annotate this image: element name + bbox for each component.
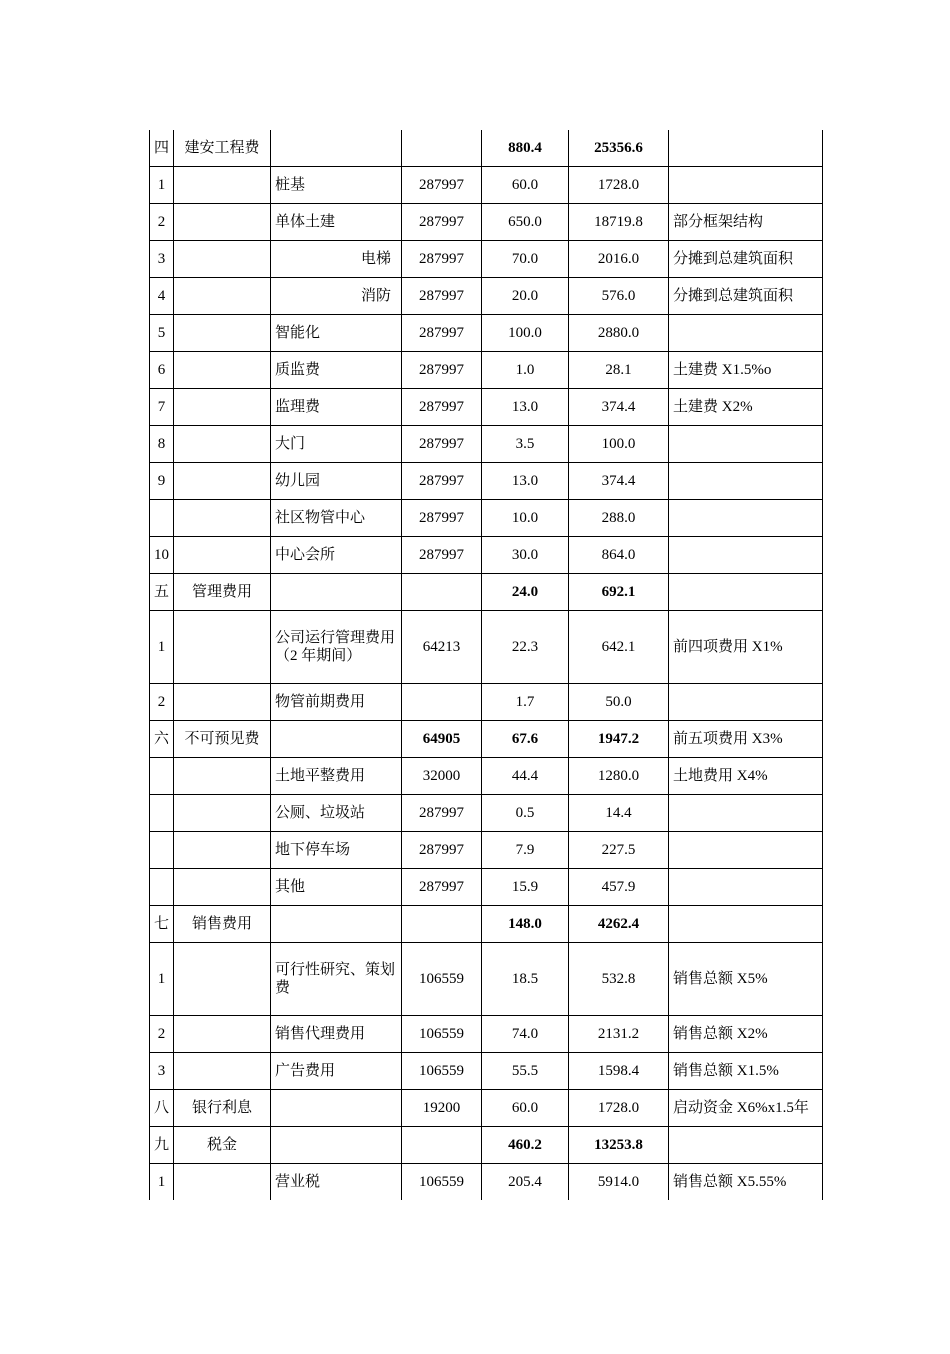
cell-total: 576.0 <box>569 278 669 315</box>
cell-total: 1728.0 <box>569 1090 669 1127</box>
cell-number <box>150 795 174 832</box>
cell-number: 1 <box>150 167 174 204</box>
cell-number: 五 <box>150 574 174 611</box>
cell-unit-cost: 880.4 <box>482 130 569 167</box>
cell-category <box>174 241 271 278</box>
cell-area: 106559 <box>402 943 482 1016</box>
cell-item: 智能化 <box>271 315 402 352</box>
table-row <box>150 869 823 906</box>
cell-item: 公司运行管理费用（2 年期间） <box>271 611 402 684</box>
cell-number: 4 <box>150 278 174 315</box>
table-row <box>150 426 823 463</box>
table-row <box>150 1053 823 1090</box>
cell-total: 25356.6 <box>569 130 669 167</box>
cell-category <box>174 352 271 389</box>
table-row <box>150 906 823 943</box>
cell-item: 地下停车场 <box>271 832 402 869</box>
cell-item: 营业税 <box>271 1164 402 1201</box>
cell-unit-cost: 20.0 <box>482 278 569 315</box>
cell-total: 50.0 <box>569 684 669 721</box>
table-row <box>150 537 823 574</box>
cell-category <box>174 1053 271 1090</box>
cell-number: 9 <box>150 463 174 500</box>
table-row <box>150 1127 823 1164</box>
cell-unit-cost: 74.0 <box>482 1016 569 1053</box>
cell-area: 287997 <box>402 832 482 869</box>
cell-area <box>402 574 482 611</box>
cell-number: 1 <box>150 943 174 1016</box>
cell-note: 销售总额 X1.5% <box>669 1053 823 1090</box>
cell-area: 287997 <box>402 537 482 574</box>
cell-item: 其他 <box>271 869 402 906</box>
cell-total: 2016.0 <box>569 241 669 278</box>
cell-note: 前五项费用 X3% <box>669 721 823 758</box>
table-row <box>150 574 823 611</box>
table-row <box>150 500 823 537</box>
cell-unit-cost: 24.0 <box>482 574 569 611</box>
cell-number: 1 <box>150 611 174 684</box>
cell-note: 分摊到总建筑面积 <box>669 241 823 278</box>
table-row <box>150 389 823 426</box>
cell-item: 物管前期费用 <box>271 684 402 721</box>
cell-note <box>669 795 823 832</box>
cell-note <box>669 463 823 500</box>
cell-total: 374.4 <box>569 463 669 500</box>
cell-area: 64905 <box>402 721 482 758</box>
table-row <box>150 795 823 832</box>
cell-total: 2131.2 <box>569 1016 669 1053</box>
cell-area <box>402 1127 482 1164</box>
cell-unit-cost: 22.3 <box>482 611 569 684</box>
cell-total: 1947.2 <box>569 721 669 758</box>
cell-category: 销售费用 <box>174 906 271 943</box>
cell-note <box>669 906 823 943</box>
table-row <box>150 352 823 389</box>
cost-estimate-table <box>149 130 823 1200</box>
cell-unit-cost: 67.6 <box>482 721 569 758</box>
cell-category <box>174 204 271 241</box>
cell-note <box>669 167 823 204</box>
cell-number: 六 <box>150 721 174 758</box>
cell-unit-cost: 13.0 <box>482 389 569 426</box>
cell-area: 19200 <box>402 1090 482 1127</box>
table-row <box>150 463 823 500</box>
cell-note <box>669 130 823 167</box>
cell-note: 部分框架结构 <box>669 204 823 241</box>
cell-item: 公厕、垃圾站 <box>271 795 402 832</box>
cell-area: 64213 <box>402 611 482 684</box>
cell-area: 287997 <box>402 167 482 204</box>
cell-total: 374.4 <box>569 389 669 426</box>
cell-item: 土地平整费用 <box>271 758 402 795</box>
cell-unit-cost: 148.0 <box>482 906 569 943</box>
cell-category <box>174 758 271 795</box>
cell-total: 1598.4 <box>569 1053 669 1090</box>
cell-category: 不可预见费 <box>174 721 271 758</box>
cell-unit-cost: 60.0 <box>482 167 569 204</box>
cell-unit-cost: 0.5 <box>482 795 569 832</box>
cell-note: 销售总额 X5.55% <box>669 1164 823 1201</box>
cell-note <box>669 1127 823 1164</box>
cell-number: 2 <box>150 684 174 721</box>
cell-item <box>271 906 402 943</box>
cell-area: 32000 <box>402 758 482 795</box>
cell-unit-cost: 70.0 <box>482 241 569 278</box>
table-row <box>150 832 823 869</box>
cell-number: 七 <box>150 906 174 943</box>
cell-number <box>150 869 174 906</box>
cell-category: 税金 <box>174 1127 271 1164</box>
cell-note <box>669 426 823 463</box>
cell-area: 287997 <box>402 795 482 832</box>
cell-total: 100.0 <box>569 426 669 463</box>
cell-item: 监理费 <box>271 389 402 426</box>
cell-item <box>271 1090 402 1127</box>
cell-area <box>402 130 482 167</box>
cell-unit-cost: 18.5 <box>482 943 569 1016</box>
cell-unit-cost: 3.5 <box>482 426 569 463</box>
cell-total: 5914.0 <box>569 1164 669 1201</box>
cell-total: 2880.0 <box>569 315 669 352</box>
cell-item: 大门 <box>271 426 402 463</box>
cell-note <box>669 500 823 537</box>
cell-total: 18719.8 <box>569 204 669 241</box>
cell-total: 1728.0 <box>569 167 669 204</box>
cell-area: 287997 <box>402 500 482 537</box>
cell-area: 287997 <box>402 869 482 906</box>
cell-total: 532.8 <box>569 943 669 1016</box>
cell-total: 642.1 <box>569 611 669 684</box>
cell-number <box>150 500 174 537</box>
cell-item: 幼儿园 <box>271 463 402 500</box>
cell-item: 桩基 <box>271 167 402 204</box>
cell-area <box>402 906 482 943</box>
cell-item <box>271 130 402 167</box>
cell-item: 质监费 <box>271 352 402 389</box>
cell-category: 管理费用 <box>174 574 271 611</box>
cell-area: 287997 <box>402 241 482 278</box>
cell-total: 28.1 <box>569 352 669 389</box>
table-row <box>150 204 823 241</box>
cell-total: 4262.4 <box>569 906 669 943</box>
cell-total: 457.9 <box>569 869 669 906</box>
cell-category <box>174 795 271 832</box>
cell-unit-cost: 30.0 <box>482 537 569 574</box>
cell-item: 电梯 <box>271 241 402 278</box>
cell-number: 八 <box>150 1090 174 1127</box>
cell-unit-cost: 44.4 <box>482 758 569 795</box>
cell-area <box>402 684 482 721</box>
cell-number: 10 <box>150 537 174 574</box>
cell-number: 6 <box>150 352 174 389</box>
cell-unit-cost: 55.5 <box>482 1053 569 1090</box>
cell-note: 土建费 X2% <box>669 389 823 426</box>
cell-area: 287997 <box>402 278 482 315</box>
cell-note: 销售总额 X2% <box>669 1016 823 1053</box>
cell-unit-cost: 10.0 <box>482 500 569 537</box>
cell-number: 1 <box>150 1164 174 1201</box>
cell-item: 中心会所 <box>271 537 402 574</box>
cell-category <box>174 1016 271 1053</box>
cell-note <box>669 315 823 352</box>
cell-unit-cost: 650.0 <box>482 204 569 241</box>
cell-area: 287997 <box>402 389 482 426</box>
table-row <box>150 1090 823 1127</box>
cell-unit-cost: 15.9 <box>482 869 569 906</box>
cell-unit-cost: 100.0 <box>482 315 569 352</box>
cell-note <box>669 869 823 906</box>
cell-area: 287997 <box>402 315 482 352</box>
cell-total: 13253.8 <box>569 1127 669 1164</box>
cell-total: 288.0 <box>569 500 669 537</box>
table-body <box>150 130 823 1200</box>
cell-category <box>174 463 271 500</box>
cell-item <box>271 574 402 611</box>
cell-number: 九 <box>150 1127 174 1164</box>
cell-category: 建安工程费 <box>174 130 271 167</box>
cell-item <box>271 1127 402 1164</box>
cell-unit-cost: 60.0 <box>482 1090 569 1127</box>
cell-unit-cost: 460.2 <box>482 1127 569 1164</box>
cell-unit-cost: 1.7 <box>482 684 569 721</box>
cell-number: 5 <box>150 315 174 352</box>
cell-category <box>174 278 271 315</box>
cell-number: 8 <box>150 426 174 463</box>
cell-category <box>174 426 271 463</box>
cell-category: 银行利息 <box>174 1090 271 1127</box>
cell-note: 前四项费用 X1% <box>669 611 823 684</box>
cell-category <box>174 943 271 1016</box>
table-row <box>150 130 823 167</box>
cell-total: 1280.0 <box>569 758 669 795</box>
table-row <box>150 1016 823 1053</box>
cell-unit-cost: 1.0 <box>482 352 569 389</box>
cell-item: 销售代理费用 <box>271 1016 402 1053</box>
cell-note <box>669 832 823 869</box>
cell-number: 2 <box>150 204 174 241</box>
cell-number: 7 <box>150 389 174 426</box>
cell-item: 消防 <box>271 278 402 315</box>
cell-item: 广告费用 <box>271 1053 402 1090</box>
table-row <box>150 611 823 684</box>
cell-category <box>174 1164 271 1201</box>
cell-number <box>150 832 174 869</box>
cell-number: 3 <box>150 241 174 278</box>
cell-item: 单体土建 <box>271 204 402 241</box>
cell-category <box>174 389 271 426</box>
cell-note <box>669 537 823 574</box>
cell-unit-cost: 7.9 <box>482 832 569 869</box>
cell-category <box>174 167 271 204</box>
cell-category <box>174 315 271 352</box>
cell-area: 106559 <box>402 1164 482 1201</box>
table-row <box>150 278 823 315</box>
table-row <box>150 241 823 278</box>
cell-category <box>174 537 271 574</box>
cell-note: 土建费 X1.5%o <box>669 352 823 389</box>
cell-area: 287997 <box>402 463 482 500</box>
cell-note: 分摊到总建筑面积 <box>669 278 823 315</box>
cell-note <box>669 574 823 611</box>
cell-note: 土地费用 X4% <box>669 758 823 795</box>
table-row <box>150 315 823 352</box>
cell-item: 可行性研究、策划费 <box>271 943 402 1016</box>
table-row <box>150 943 823 1016</box>
cell-category <box>174 611 271 684</box>
cell-unit-cost: 205.4 <box>482 1164 569 1201</box>
table-row <box>150 721 823 758</box>
cell-item: 社区物管中心 <box>271 500 402 537</box>
cell-note <box>669 684 823 721</box>
cell-area: 106559 <box>402 1016 482 1053</box>
cell-area: 287997 <box>402 352 482 389</box>
table-row <box>150 1164 823 1201</box>
table-row <box>150 684 823 721</box>
cell-area: 287997 <box>402 204 482 241</box>
cell-total: 227.5 <box>569 832 669 869</box>
cell-category <box>174 832 271 869</box>
cell-category <box>174 869 271 906</box>
cell-unit-cost: 13.0 <box>482 463 569 500</box>
cell-category <box>174 684 271 721</box>
cell-note: 启动资金 X6%x1.5年 <box>669 1090 823 1127</box>
table-row <box>150 758 823 795</box>
cell-number: 3 <box>150 1053 174 1090</box>
cell-number: 四 <box>150 130 174 167</box>
cell-note: 销售总额 X5% <box>669 943 823 1016</box>
cell-total: 864.0 <box>569 537 669 574</box>
cell-number <box>150 758 174 795</box>
cell-total: 14.4 <box>569 795 669 832</box>
cell-number: 2 <box>150 1016 174 1053</box>
cell-category <box>174 500 271 537</box>
cell-area: 106559 <box>402 1053 482 1090</box>
table-row <box>150 167 823 204</box>
cell-item <box>271 721 402 758</box>
cell-area: 287997 <box>402 426 482 463</box>
cell-total: 692.1 <box>569 574 669 611</box>
